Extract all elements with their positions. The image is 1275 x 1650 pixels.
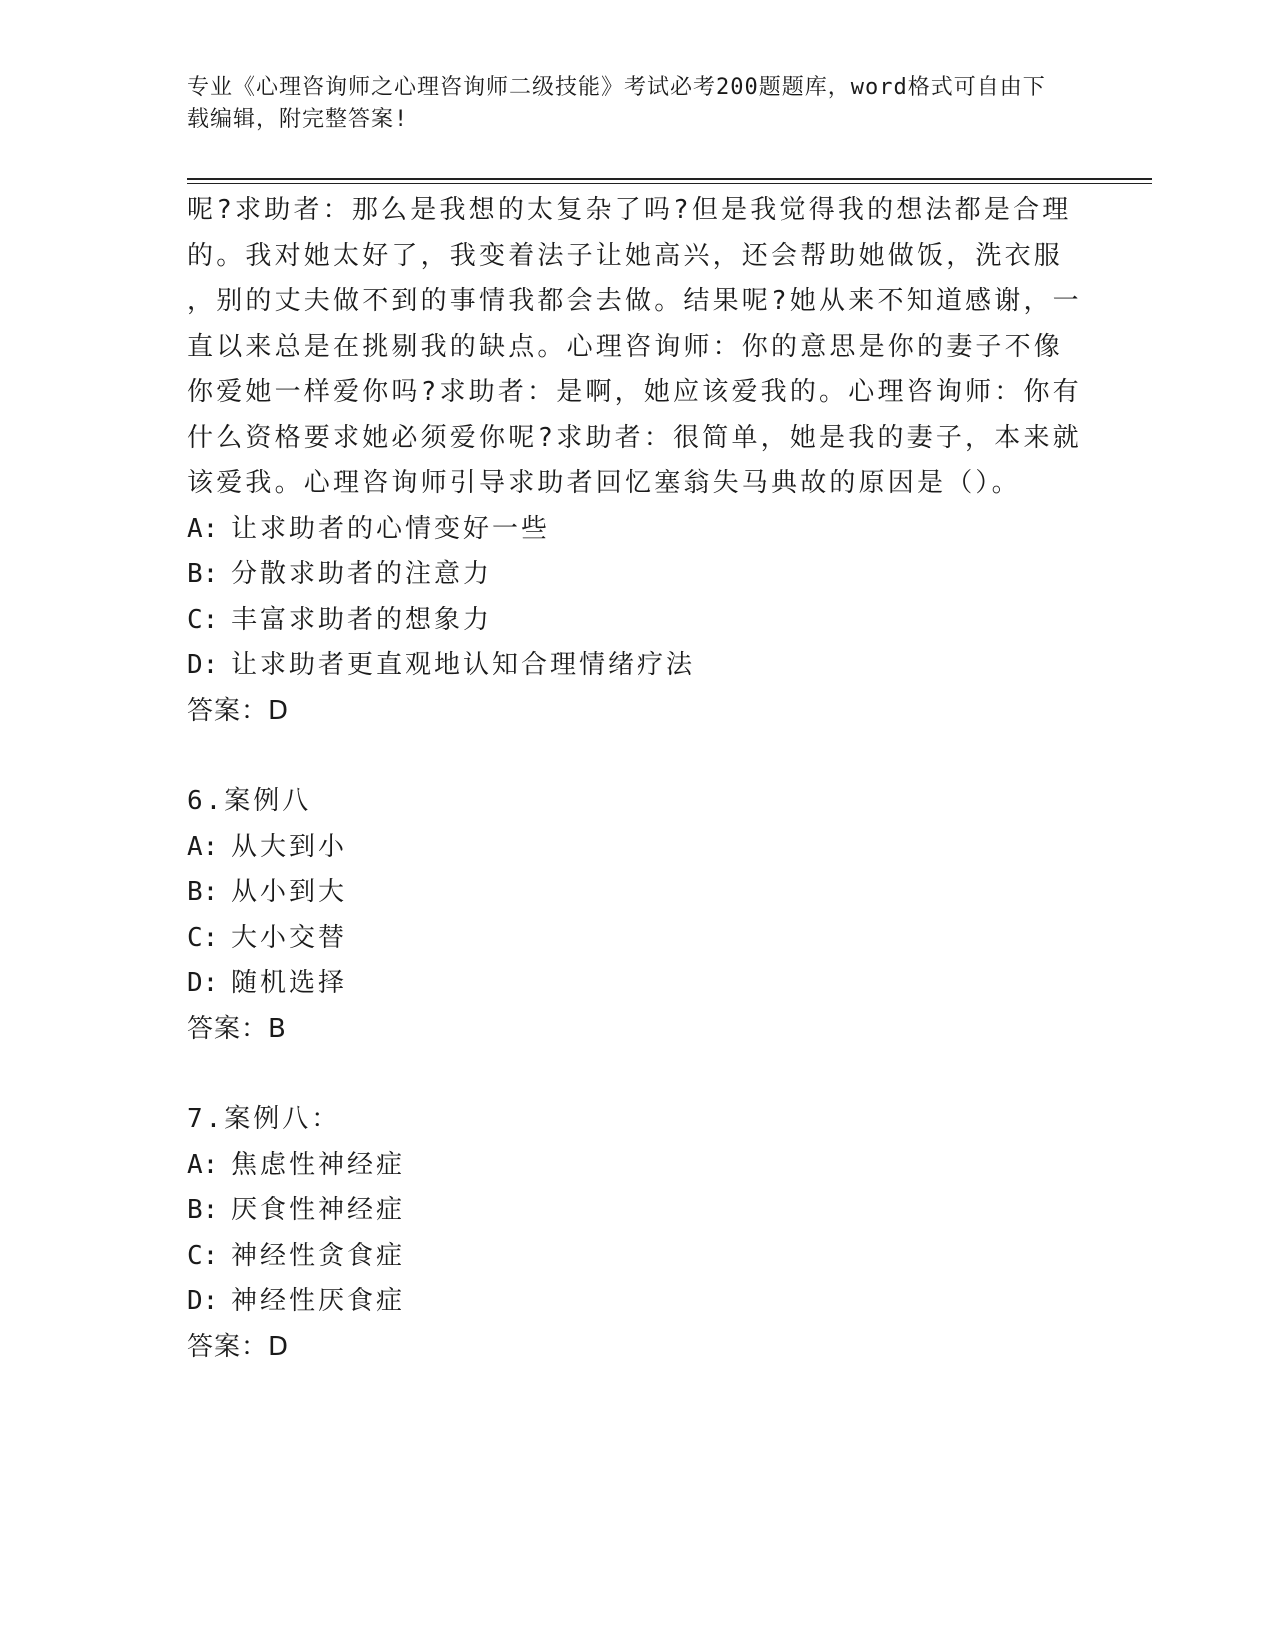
option-c (187, 1234, 1087, 1280)
option-text: 厌食性神经症 (231, 1195, 406, 1225)
option-key: C: (187, 604, 219, 635)
option-text: 神经性贪食症 (231, 1240, 406, 1271)
document-header (187, 72, 1067, 136)
header-text: 专业《心理咨询师之心理咨询师二级技能》考试必考200题题库，word格式可自由下载编辑，附完整答案! (187, 75, 1046, 132)
option-d (187, 1279, 1087, 1325)
option-b (187, 1188, 1087, 1234)
option-key: C: (187, 922, 219, 953)
question-text-line: 你爱她一样爱你吗?求助者：是啊，她应该爱我的。心理咨询师：你有 (187, 377, 1082, 407)
option-text: 从小到大 (231, 877, 348, 907)
option-key: B: (187, 877, 219, 907)
spacer (187, 1052, 1087, 1097)
option-key: D: (187, 650, 219, 680)
option-b (187, 870, 1087, 916)
option-d (187, 643, 1087, 689)
option-key: C: (187, 1240, 219, 1271)
option-text: 让求助者更直观地认知合理情绪疗法 (231, 650, 696, 680)
answer-label: 答案：D (187, 1331, 290, 1362)
option-d (187, 961, 1087, 1007)
question-title: 6.案例八 (187, 786, 312, 816)
question-text-line: 直以来总是在挑剔我的缺点。心理咨询师：你的意思是你的妻子不像 (187, 331, 1064, 362)
question-text-line: 该爱我。心理咨询师引导求助者回忆塞翁失马典故的原因是（）。 (187, 468, 1021, 498)
question-text-line: 的。我对她太好了，我变着法子让她高兴，还会帮助她做饭，洗衣服 (187, 240, 1064, 271)
option-c (187, 598, 1087, 644)
question-title: 7.案例八： (187, 1104, 341, 1134)
option-b (187, 552, 1087, 598)
question-text-line: ，别的丈夫做不到的事情我都会去做。结果呢?她从来不知道感谢，一 (187, 286, 1082, 316)
option-key: A: (187, 831, 219, 862)
option-text: 让求助者的心情变好一些 (231, 513, 551, 544)
option-c (187, 916, 1087, 962)
option-a (187, 507, 1087, 553)
question-7 (187, 1097, 1087, 1370)
document-body (187, 188, 1087, 1370)
option-key: B: (187, 559, 219, 589)
option-text: 随机选择 (231, 968, 348, 998)
question-6 (187, 779, 1087, 1052)
option-key: A: (187, 513, 219, 544)
option-text: 分散求助者的注意力 (231, 559, 493, 589)
option-key: D: (187, 968, 219, 998)
answer-label: 答案：D (187, 695, 290, 726)
option-text: 神经性厌食症 (231, 1286, 406, 1316)
header-rule-thick (187, 178, 1152, 180)
question-text-line: 什么资格要求她必须爱你呢?求助者：很简单，她是我的妻子，本来就 (187, 422, 1082, 453)
option-text: 焦虑性神经症 (231, 1149, 406, 1180)
question-text-line: 呢?求助者：那么是我想的太复杂了吗?但是我觉得我的想法都是合理 (187, 195, 1072, 225)
answer-label: 答案：B (187, 1013, 287, 1044)
option-key: B: (187, 1195, 219, 1225)
option-a (187, 1143, 1087, 1189)
header-rule-thin (187, 183, 1152, 184)
question-5-continued (187, 188, 1087, 734)
option-text: 大小交替 (231, 922, 348, 953)
spacer (187, 734, 1087, 779)
option-key: D: (187, 1286, 219, 1316)
option-text: 从大到小 (231, 831, 348, 862)
option-a (187, 825, 1087, 871)
option-key: A: (187, 1149, 219, 1180)
option-text: 丰富求助者的想象力 (231, 604, 493, 635)
